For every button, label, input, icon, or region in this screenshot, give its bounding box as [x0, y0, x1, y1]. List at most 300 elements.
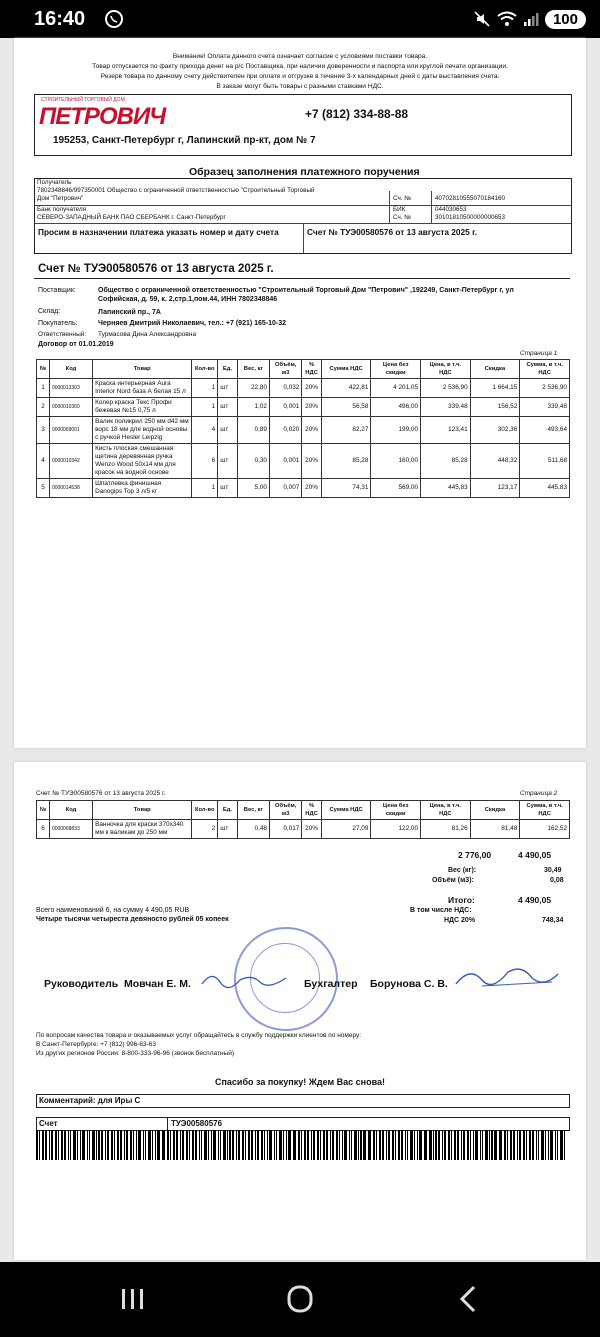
barcode-bar — [293, 1130, 294, 1160]
barcode-bar — [255, 1130, 256, 1160]
column-header: Вес, кг — [237, 801, 269, 820]
barcode-bar — [80, 1130, 82, 1160]
recipient: 7802348846/997350001 Общество с ограниченной ответственностью "Строительный Торговый — [37, 187, 315, 194]
invoice-ref-box — [36, 1117, 570, 1131]
barcode-bar — [73, 1130, 75, 1160]
regions-phone-line: Из других регионов России: 8-800-333-96-96 (звонок бесплатный) — [36, 1050, 235, 1057]
item-unit: шт — [218, 379, 237, 398]
column-header: Объём, м3 — [270, 360, 302, 379]
barcode-bar — [61, 1130, 63, 1160]
column-header: Сумма НДС — [321, 801, 371, 820]
barcode-bar — [320, 1130, 321, 1160]
company-address: 195253, Санкт-Петербург г, Лапинский пр-кт, дом № 7 — [53, 135, 316, 146]
barcode-bar — [480, 1130, 481, 1160]
barcode-bar — [417, 1130, 419, 1160]
barcode-bar — [189, 1130, 190, 1160]
item-unit: шт — [218, 479, 237, 498]
item-discount: 156,52 — [470, 398, 520, 417]
back-button[interactable] — [448, 1282, 488, 1316]
item-price-no-discount: 569,00 — [371, 479, 421, 498]
status-bar — [0, 0, 600, 38]
payment-purpose-invoice: Счет № ТУЭ00580576 от 13 августа 2025 г. — [307, 227, 478, 237]
item-price-no-discount: 496,00 — [371, 398, 421, 417]
barcode-bar — [410, 1130, 412, 1160]
barcode-bar — [58, 1130, 59, 1160]
items-table — [36, 359, 570, 498]
item-name: Краска интерьерная Aura Interior Nord база А белая 15 л — [93, 379, 192, 398]
barcode-bar — [45, 1130, 47, 1160]
barcode-bar — [138, 1130, 140, 1160]
account-number: 40702810555070184160 — [435, 195, 506, 202]
items-table-page2 — [36, 800, 570, 839]
account-label: Сч. № — [393, 195, 412, 202]
table-row — [37, 398, 570, 417]
column-header: Код — [49, 360, 92, 379]
warehouse-label: Склад: — [38, 308, 61, 315]
barcode-bar — [208, 1130, 209, 1160]
signal-icon — [523, 11, 539, 27]
barcode-bar — [482, 1130, 484, 1160]
barcode-bar — [351, 1130, 353, 1160]
barcode-bar — [51, 1130, 53, 1160]
item-unit: шт — [218, 398, 237, 417]
barcode-bar — [538, 1130, 540, 1160]
head-label: Руководитель — [44, 978, 119, 990]
item-vat-sum: 74,31 — [321, 479, 371, 498]
item-weight: 5,00 — [237, 479, 269, 498]
barcode-bar — [376, 1130, 377, 1160]
barcode-bar — [286, 1130, 288, 1160]
barcode-bar — [288, 1130, 290, 1160]
item-sum: 162,52 — [520, 820, 570, 839]
item-name: Валик поликрил 250 мм d42 мм ворс 18 мм для водной основы с ручкой Hesler Leipzig — [93, 417, 192, 444]
mute-icon — [473, 10, 491, 28]
item-discount: 1 664,15 — [470, 379, 520, 398]
column-header: № — [37, 801, 50, 820]
item-discount: 123,17 — [470, 479, 520, 498]
navigation-bar — [0, 1262, 600, 1337]
item-sum: 493,64 — [520, 417, 570, 444]
item-volume: 0,020 — [270, 417, 302, 444]
bik-value: 044030653 — [435, 206, 467, 213]
item-volume: 0,001 — [270, 398, 302, 417]
bank-name: СЕВЕРО-ЗАПАДНЫЙ БАНК ПАО СБЕРБАНК г. Санкт-Петербург — [37, 214, 226, 221]
item-price-no-discount: 122,00 — [371, 820, 421, 839]
notice-line: Резерв товара по данному счету действителен при оплате и отгрузке в течение 3-х календарных дней с даты выставления счета. — [100, 73, 500, 80]
contract: Договор от 01.01.2019 — [38, 341, 114, 348]
volume-label: Объём (м3): — [432, 877, 474, 884]
barcode-bar — [251, 1130, 253, 1160]
barcode-bar — [519, 1130, 521, 1160]
barcode-bar — [248, 1130, 250, 1160]
item-code: 0000013303 — [49, 379, 92, 398]
item-price: 123,41 — [421, 417, 471, 444]
barcode-bar — [92, 1130, 94, 1160]
item-volume: 0,001 — [270, 444, 302, 479]
barcode-bar — [379, 1130, 381, 1160]
supplier: Общество с ограниченной ответственностью "Строительный Торговый Дом "Петрович" ,192249, Санкт-Петербург г, ул — [98, 287, 514, 294]
barcode-bar — [557, 1130, 559, 1160]
item-qty: 1 — [192, 398, 218, 417]
barcode-bar — [152, 1130, 153, 1160]
barcode-bar — [101, 1130, 103, 1160]
barcode-bar — [232, 1130, 234, 1160]
barcode-bar — [114, 1130, 115, 1160]
page2-header: Счет № ТУЭ00580576 от 13 августа 2025 г. — [36, 790, 166, 797]
item-number: 3 — [37, 417, 50, 444]
head-signature — [200, 968, 290, 992]
barcode-bar — [454, 1130, 456, 1160]
item-weight: 0,30 — [237, 444, 269, 479]
recipient-label: Получатель — [37, 179, 72, 186]
barcode-bar — [294, 1130, 296, 1160]
payment-purpose-note: Просим в назначении платежа указать номер и дату счета — [38, 227, 279, 237]
item-discount: 302,36 — [470, 417, 520, 444]
barcode-bar — [163, 1130, 165, 1160]
accountant-label: Бухгалтер — [304, 978, 358, 990]
page-number: Страница 2 — [520, 790, 558, 797]
barcode-bar — [242, 1130, 244, 1160]
barcode-bar — [500, 1130, 502, 1160]
barcode-bar — [470, 1130, 471, 1160]
column-header: Объём, м3 — [270, 801, 302, 820]
item-name: Шпатлевка финишная Danogips Top 3 л/5 кг — [93, 479, 192, 498]
barcode-bar — [510, 1130, 512, 1160]
item-vat-rate: 20% — [302, 444, 321, 479]
item-qty: 4 — [192, 417, 218, 444]
barcode-bar — [336, 1130, 338, 1160]
barcode-bar — [326, 1130, 328, 1160]
spb-phone-line: В Санкт-Петербурге: +7 (812) 996-63-63 — [36, 1041, 157, 1048]
barcode-bar — [276, 1130, 278, 1160]
barcode-bar — [126, 1130, 128, 1160]
item-price-no-discount: 4 201,05 — [371, 379, 421, 398]
recent-apps-button[interactable] — [112, 1282, 152, 1316]
barcode-bar — [507, 1130, 508, 1160]
barcode-bar — [541, 1130, 543, 1160]
barcode-bar — [395, 1130, 396, 1160]
item-vat-sum: 27,09 — [321, 820, 371, 839]
barcode-bar — [133, 1130, 134, 1160]
barcode-bar — [311, 1130, 312, 1160]
item-name: Ванночка для краски 370х340 мм к валикам до 250 мм — [93, 820, 192, 839]
column-header: № — [37, 360, 50, 379]
document-page-2 — [14, 762, 586, 1260]
barcode-bar — [143, 1130, 144, 1160]
barcode-bar — [489, 1130, 490, 1160]
barcode-bar — [274, 1130, 275, 1160]
barcode-bar — [369, 1130, 371, 1160]
column-header: Цена без скидки — [371, 801, 421, 820]
barcode-bar — [360, 1130, 362, 1160]
barcode-bar — [64, 1130, 66, 1160]
item-code: 0000010360 — [49, 398, 92, 417]
barcode-bar — [313, 1130, 315, 1160]
barcode-bar — [548, 1130, 550, 1160]
barcode-bar — [182, 1130, 184, 1160]
barcode-bar — [87, 1130, 88, 1160]
item-weight: 22,80 — [237, 379, 269, 398]
barcode-bar — [82, 1130, 84, 1160]
column-header: Кол-во — [192, 360, 218, 379]
barcode-bar — [124, 1130, 125, 1160]
bank-label: Банк получателя — [37, 206, 87, 213]
barcode-bar — [195, 1130, 197, 1160]
notice-line: В заказе могут быть товары с разными ставками НДС. — [216, 83, 384, 90]
item-code: 0000068833 — [49, 820, 92, 839]
barcode-bar — [107, 1130, 109, 1160]
home-button[interactable] — [280, 1282, 320, 1316]
divider — [34, 278, 570, 279]
barcode-bar — [120, 1130, 122, 1160]
column-header: Товар — [93, 360, 192, 379]
item-price: 339,48 — [421, 398, 471, 417]
column-header: % НДС — [302, 360, 321, 379]
barcode-bar — [448, 1130, 450, 1160]
barcode-bar — [68, 1130, 69, 1160]
barcode-bar — [332, 1130, 334, 1160]
barcode-bar — [257, 1130, 259, 1160]
barcode-bar — [130, 1130, 132, 1160]
item-number: 1 — [37, 379, 50, 398]
itogo-value: 4 490,05 — [518, 895, 552, 905]
barcode-bar — [186, 1130, 188, 1160]
table-row — [37, 417, 570, 444]
item-unit: шт — [218, 417, 237, 444]
table-row — [37, 444, 570, 479]
barcode-bar — [529, 1130, 531, 1160]
amount-in-words: Четыре тысячи четыреста девяносто рублей 05 копеек — [36, 916, 229, 923]
item-volume: 0,017 — [270, 820, 302, 839]
barcode-bar — [55, 1130, 57, 1160]
barcode-bar — [532, 1130, 534, 1160]
barcode-bar — [398, 1130, 400, 1160]
barcode-bar — [227, 1130, 228, 1160]
invoice-ref-label: Счет — [39, 1119, 58, 1128]
column-header: Сумма, в т.ч. НДС — [520, 801, 570, 820]
barcode-bar — [304, 1130, 306, 1160]
column-header: Сумма, в т.ч. НДС — [520, 360, 570, 379]
accountant-signature — [452, 962, 562, 998]
item-unit: шт — [218, 444, 237, 479]
barcode-bar — [307, 1130, 309, 1160]
barcode-bar — [564, 1130, 565, 1160]
invoice-title: Счет № ТУЭ00580576 от 13 августа 2025 г. — [38, 263, 274, 275]
barcode-bar — [283, 1130, 284, 1160]
barcode-bar — [218, 1130, 219, 1160]
barcode-bar — [70, 1130, 72, 1160]
item-discount: 448,32 — [470, 444, 520, 479]
supplier-line2: Софийская, д. 59, к. 2,стр.1,пом.44, ИНН 7802348846 — [98, 296, 278, 303]
company-phone: +7 (812) 334-88-88 — [305, 107, 409, 121]
itogo-label: Итого: — [448, 895, 475, 905]
column-header: Код — [49, 801, 92, 820]
barcode-bar — [342, 1130, 344, 1160]
invoice-ref-number: ТУЭ00580576 — [171, 1119, 223, 1128]
barcode-bar — [382, 1130, 384, 1160]
barcode-bar — [463, 1130, 465, 1160]
item-code: 0000014538 — [49, 479, 92, 498]
column-header: Цена без скидки — [371, 360, 421, 379]
item-weight: 0,48 — [237, 820, 269, 839]
item-sum: 339,48 — [520, 398, 570, 417]
barcode-bar — [162, 1130, 163, 1160]
column-header: Скидка — [470, 360, 520, 379]
invoice-barcode — [36, 1130, 566, 1160]
item-price: 81,26 — [421, 820, 471, 839]
corr-account-number: 30101810500000000653 — [435, 214, 506, 221]
barcode-bar — [105, 1130, 106, 1160]
corr-account-label: Сч. № — [393, 214, 412, 221]
barcode-bar — [405, 1130, 406, 1160]
item-qty: 1 — [192, 379, 218, 398]
barcode-bar — [339, 1130, 340, 1160]
barcode-bar — [425, 1130, 427, 1160]
barcode-bar — [388, 1130, 390, 1160]
barcode-bar — [39, 1130, 40, 1160]
status-right — [473, 8, 586, 30]
head-name: Мовчан Е. М. — [124, 978, 191, 990]
barcode-bar — [269, 1130, 271, 1160]
barcode-bar — [49, 1130, 50, 1160]
barcode-bar — [414, 1130, 415, 1160]
barcode-bar — [136, 1130, 138, 1160]
barcode-bar — [238, 1130, 240, 1160]
whatsapp-icon — [104, 9, 124, 29]
barcode-bar — [176, 1130, 178, 1160]
barcode-bar — [77, 1130, 78, 1160]
barcode-bar — [180, 1130, 181, 1160]
barcode-bar — [192, 1130, 194, 1160]
barcode-bar — [211, 1130, 213, 1160]
barcode-bar — [438, 1130, 440, 1160]
battery-level: 100 — [545, 10, 586, 29]
barcode-bar — [433, 1130, 434, 1160]
table-row — [37, 479, 570, 498]
barcode-bar — [223, 1130, 225, 1160]
barcode-bar — [42, 1130, 44, 1160]
column-header: Ед. — [218, 360, 237, 379]
barcode-bar — [526, 1130, 527, 1160]
barcode-bar — [536, 1130, 537, 1160]
bik-label: БИК — [393, 206, 406, 213]
item-number: 5 — [37, 479, 50, 498]
barcode-bar — [245, 1130, 246, 1160]
item-weight: 1,02 — [237, 398, 269, 417]
column-header: Скидка — [470, 801, 520, 820]
barcode-bar — [170, 1130, 171, 1160]
item-number: 6 — [37, 820, 50, 839]
notice-line: Товар отпускается по факту прихода денег на р/с Поставщика, при наличии доверенности и паспорта или круглой печати организации. — [92, 63, 508, 70]
column-header: Вес, кг — [237, 360, 269, 379]
barcode-bar — [424, 1130, 425, 1160]
payment-order-box — [34, 178, 572, 254]
weight-label: Вес (кг): — [448, 867, 477, 874]
barcode-bar — [344, 1130, 346, 1160]
barcode-bar — [485, 1130, 487, 1160]
table-header-row — [37, 801, 570, 820]
comment: Комментарий: для Иры С — [39, 1096, 141, 1105]
item-qty: 1 — [192, 479, 218, 498]
company-logo: ПЕТРОВИЧ — [39, 103, 166, 130]
barcode-bar — [323, 1130, 325, 1160]
item-vat-rate: 20% — [302, 479, 321, 498]
barcode-bar — [204, 1130, 206, 1160]
logo-tagline: СТРОИТЕЛЬНЫЙ ТОРГОВЫЙ ДОМ — [41, 97, 125, 103]
document-page-1 — [14, 38, 586, 748]
barcode-bar — [451, 1130, 452, 1160]
column-header: Цена, в т.ч. НДС — [421, 360, 471, 379]
barcode-bar — [444, 1130, 446, 1160]
barcode-bar — [349, 1130, 350, 1160]
barcode-bar — [267, 1130, 269, 1160]
item-price: 445,83 — [421, 479, 471, 498]
item-discount: 81,48 — [470, 820, 520, 839]
barcode-bar — [513, 1130, 515, 1160]
barcode-bar — [457, 1130, 459, 1160]
item-vat-rate: 20% — [302, 398, 321, 417]
barcode-bar — [429, 1130, 431, 1160]
notice — [34, 52, 566, 92]
item-qty: 2 — [192, 820, 218, 839]
barcode-bar — [36, 1130, 38, 1160]
column-header: Товар — [93, 801, 192, 820]
column-header: Цена, в т.ч. НДС — [421, 801, 471, 820]
barcode-bar — [550, 1130, 552, 1160]
total-sum: 4 490,05 — [518, 850, 552, 860]
barcode-bar — [555, 1130, 556, 1160]
table-row — [37, 379, 570, 398]
barcode-bar — [298, 1130, 300, 1160]
item-price-no-discount: 199,00 — [371, 417, 421, 444]
table-header-row — [37, 360, 570, 379]
barcode-bar — [173, 1130, 175, 1160]
volume-value: 0,08 — [550, 877, 564, 884]
item-number: 4 — [37, 444, 50, 479]
barcode-bar — [407, 1130, 409, 1160]
barcode-bar — [148, 1130, 150, 1160]
barcode-bar — [517, 1130, 518, 1160]
barcode-bar — [354, 1130, 356, 1160]
barcode-bar — [111, 1130, 113, 1160]
incl-vat-label: В том числе НДС: — [410, 907, 472, 914]
barcode-bar — [523, 1130, 525, 1160]
column-header: Сумма НДС — [321, 360, 371, 379]
barcode-bar — [201, 1130, 203, 1160]
company-header — [34, 94, 572, 156]
column-header: Кол-во — [192, 801, 218, 820]
barcode-bar — [368, 1130, 369, 1160]
item-number: 2 — [37, 398, 50, 417]
item-vat-sum: 56,58 — [321, 398, 371, 417]
item-vat-rate: 20% — [302, 417, 321, 444]
status-time: 16:40 — [34, 8, 86, 30]
barcode-bar — [461, 1130, 462, 1160]
notice-line: Внимание! Оплата данного счета означает согласие с условиями поставки товара. — [172, 53, 428, 60]
responsible: Турмасова Дина Александровна — [98, 331, 197, 338]
barcode-bar — [419, 1130, 421, 1160]
column-header: % НДС — [302, 801, 321, 820]
item-name: Колер краска Текс Профи бежевая №15 0,75 л — [93, 398, 192, 417]
quality-contact-line: По вопросам качества товара и оказываемых услуг обращайтесь в службу поддержки клиентов по номеру: — [36, 1032, 362, 1039]
item-price: 2 536,90 — [421, 379, 471, 398]
barcode-bar — [475, 1130, 477, 1160]
item-price: 85,28 — [421, 444, 471, 479]
items-count-line: Всего наименований 6, на сумму 4 490,05 RUB — [36, 907, 190, 914]
barcode-bar — [330, 1130, 331, 1160]
page-number: Страница 1 — [520, 350, 558, 357]
buyer: Черняев Дмитрий Николаевич, тел.: +7 (921) 165-10-32 — [98, 320, 287, 327]
